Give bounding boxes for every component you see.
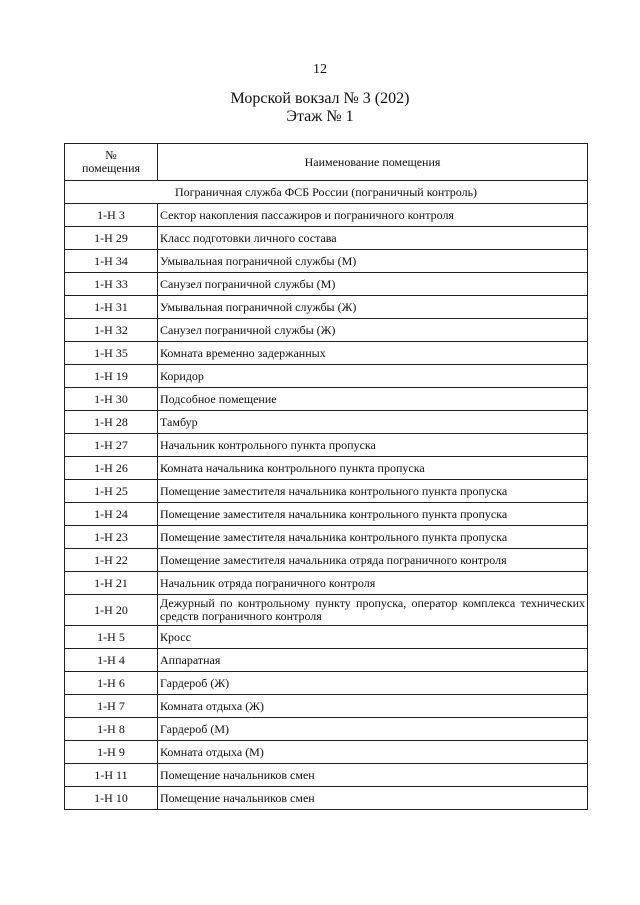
- room-number-cell: 1-Н 8: [65, 718, 158, 741]
- room-name-cell: Тамбур: [158, 411, 588, 434]
- table-row: [65, 250, 588, 273]
- title-floor: Этаж № 1: [286, 108, 354, 125]
- header-room-name: Наименование помещения: [158, 144, 588, 181]
- header-number-word: помещения: [81, 161, 141, 175]
- room-number-cell: 1-Н 23: [65, 526, 158, 549]
- room-number-cell: 1-Н 21: [65, 572, 158, 595]
- table-row: [65, 365, 588, 388]
- room-number-cell: 1-Н 31: [65, 296, 158, 319]
- room-name-cell: Санузел пограничной службы (Ж): [158, 319, 588, 342]
- table-row: [65, 764, 588, 787]
- table-row: [65, 204, 588, 227]
- room-number-cell: 1-Н 26: [65, 457, 158, 480]
- table-row: [65, 595, 588, 626]
- table-row: [65, 296, 588, 319]
- room-name-cell: Подсобное помещение: [158, 388, 588, 411]
- room-number-cell: 1-Н 30: [65, 388, 158, 411]
- room-number-cell: 1-Н 29: [65, 227, 158, 250]
- table-row: [65, 388, 588, 411]
- room-name-cell: Класс подготовки личного состава: [158, 227, 588, 250]
- table-row: [65, 741, 588, 764]
- room-number-cell: 1-Н 34: [65, 250, 158, 273]
- room-name-cell: Помещение заместителя начальника контрольного пункта пропуска: [158, 503, 588, 526]
- table-row: [65, 626, 588, 649]
- table-row: [65, 342, 588, 365]
- room-number-cell: 1-Н 3: [65, 204, 158, 227]
- title-building: Морской вокзал № 3 (202): [230, 90, 410, 107]
- table-row: [65, 572, 588, 595]
- table-row: [65, 227, 588, 250]
- room-name-cell: Гардероб (Ж): [158, 672, 588, 695]
- section-title: Пограничная служба ФСБ России (пограничный контроль): [65, 181, 588, 204]
- room-number-cell: 1-Н 28: [65, 411, 158, 434]
- section-row: [65, 181, 588, 204]
- room-name-cell: Аппаратная: [158, 649, 588, 672]
- room-name-cell: Умывальная пограничной службы (М): [158, 250, 588, 273]
- table-row: [65, 549, 588, 572]
- room-number-cell: 1-Н 4: [65, 649, 158, 672]
- room-number-cell: 1-Н 27: [65, 434, 158, 457]
- room-number-cell: 1-Н 35: [65, 342, 158, 365]
- room-number-cell: 1-Н 10: [65, 787, 158, 810]
- room-name-cell: Помещение заместителя начальника контрольного пункта пропуска: [158, 526, 588, 549]
- room-number-cell: 1-Н 20: [65, 595, 158, 626]
- room-name-cell: Помещение заместителя начальника отряда пограничного контроля: [158, 549, 588, 572]
- room-name-cell: Комната временно задержанных: [158, 342, 588, 365]
- table-row: [65, 718, 588, 741]
- page-number: 12: [313, 62, 327, 77]
- table-header-row: [65, 144, 588, 181]
- room-number-cell: 1-Н 7: [65, 695, 158, 718]
- table-row: [65, 434, 588, 457]
- room-name-cell: Коридор: [158, 365, 588, 388]
- table-body: [65, 181, 588, 810]
- table-row: [65, 787, 588, 810]
- table-row: [65, 503, 588, 526]
- room-name-cell: Сектор накопления пассажиров и пограничного контроля: [158, 204, 588, 227]
- table-row: [65, 457, 588, 480]
- table-row: [65, 526, 588, 549]
- room-name-cell: Комната отдыха (Ж): [158, 695, 588, 718]
- room-number-cell: 1-Н 22: [65, 549, 158, 572]
- room-number-cell: 1-Н 19: [65, 365, 158, 388]
- header-room-number: [65, 144, 158, 181]
- room-number-cell: 1-Н 5: [65, 626, 158, 649]
- room-name-cell: Помещение заместителя начальника контрольного пункта пропуска: [158, 480, 588, 503]
- document-title: [0, 90, 640, 126]
- room-number-cell: 1-Н 11: [65, 764, 158, 787]
- room-number-cell: 1-Н 24: [65, 503, 158, 526]
- room-name-cell: Начальник отряда пограничного контроля: [158, 572, 588, 595]
- room-name-cell: Помещение начальников смен: [158, 764, 588, 787]
- table-row: [65, 411, 588, 434]
- room-name-cell: Комната отдыха (М): [158, 741, 588, 764]
- table-row: [65, 319, 588, 342]
- room-number-cell: 1-Н 32: [65, 319, 158, 342]
- room-name-cell: Санузел пограничной службы (М): [158, 273, 588, 296]
- rooms-table: [64, 143, 588, 810]
- room-number-cell: 1-Н 6: [65, 672, 158, 695]
- room-name-cell: Умывальная пограничной службы (Ж): [158, 296, 588, 319]
- table-row: [65, 273, 588, 296]
- room-number-cell: 1-Н 33: [65, 273, 158, 296]
- room-number-cell: 1-Н 9: [65, 741, 158, 764]
- room-name-cell: Комната начальника контрольного пункта пропуска: [158, 457, 588, 480]
- table-row: [65, 480, 588, 503]
- room-number-cell: 1-Н 25: [65, 480, 158, 503]
- room-name-cell: Кросс: [158, 626, 588, 649]
- room-name-cell: Гардероб (М): [158, 718, 588, 741]
- room-name-cell: Помещение начальников смен: [158, 787, 588, 810]
- table-row: [65, 649, 588, 672]
- header-number-sign: №: [105, 148, 117, 162]
- room-name-cell: Начальник контрольного пункта пропуска: [158, 434, 588, 457]
- room-name-cell: Дежурный по контрольному пункту пропуска, оператор комплекса технических средств пограничного контроля: [158, 595, 588, 626]
- table-row: [65, 695, 588, 718]
- table-row: [65, 672, 588, 695]
